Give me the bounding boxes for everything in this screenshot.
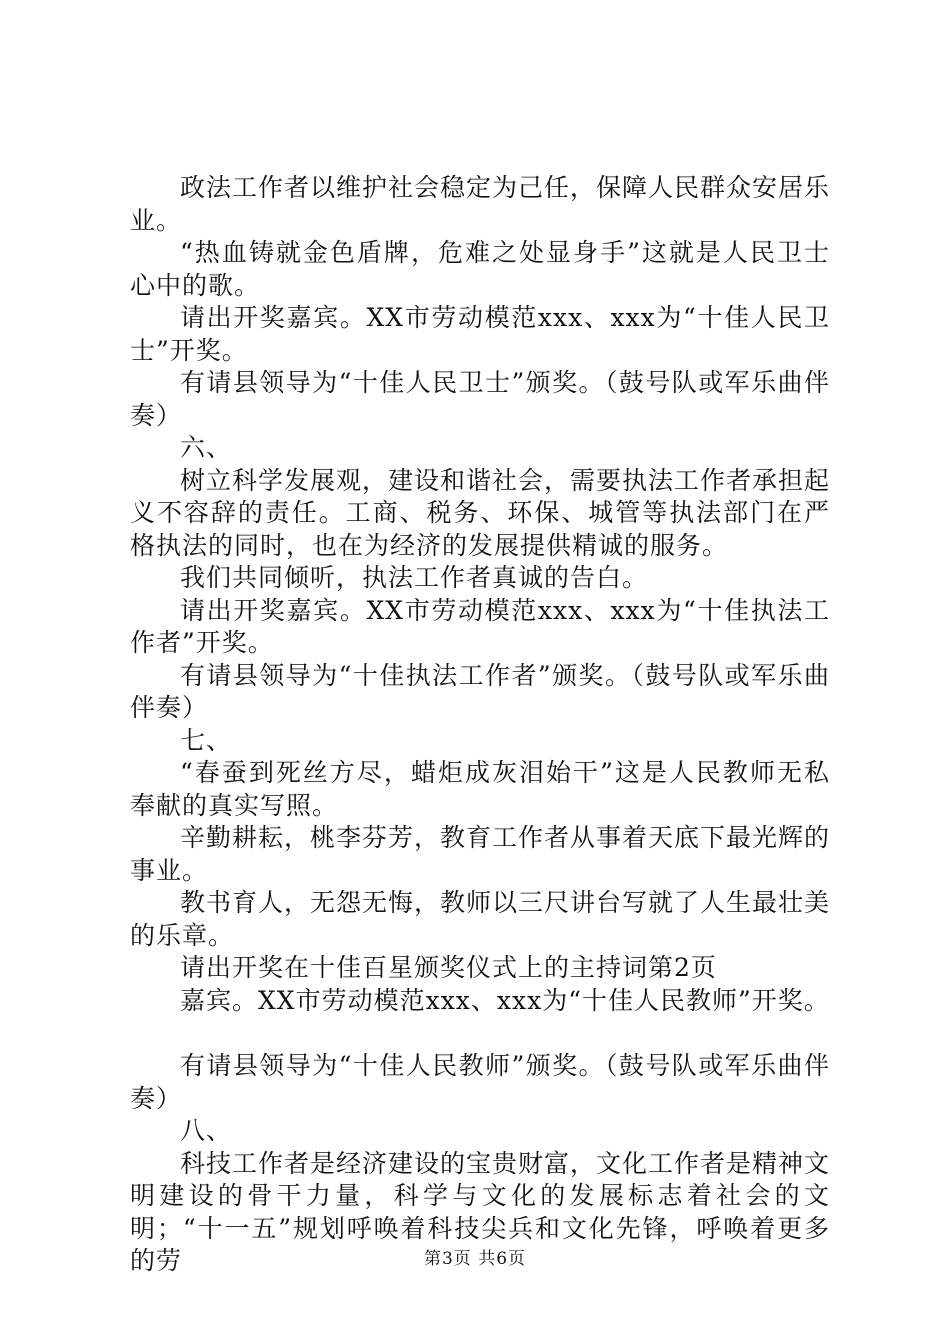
section-heading: 七、: [180, 725, 233, 755]
paragraph: 请出开奖在十佳百星颁奖仪式上的主持词第2页: [180, 953, 717, 982]
paragraph: 政法工作者以维护社会稳定为己任，保障人民群众安居乐业。: [130, 173, 831, 235]
paragraph: 有请县领导为“十佳执法工作者”颁奖。（鼓号队或军乐曲伴奏）: [130, 660, 830, 722]
paragraph: 请出开奖嘉宾。XX市劳动模范xxx、xxx为“十佳执法工作者”开奖。: [130, 595, 830, 657]
paragraph: 科技工作者是经济建设的宝贵财富，文化工作者是精神文明建设的骨干力量，科学与文化的发展标志着社会的文明；“十一五”规划呼唤着科技尖兵和文化先锋，呼唤着更多的劳: [130, 1148, 831, 1275]
paragraph: 教书育人，无怨无悔，教师以三尺讲台写就了人生最壮美的乐章。: [130, 888, 831, 950]
paragraph: 请出开奖嘉宾。XX市劳动模范xxx、xxx为“十佳人民卫士”开奖。: [130, 303, 830, 365]
section-heading: 八、: [180, 1116, 233, 1145]
paragraph: 我们共同倾听，执法工作者真诚的告白。: [180, 563, 649, 592]
paragraph: 树立科学发展观，建设和谐社会，需要执法工作者承担起义不容辞的责任。工商、税务、环保、城管等执法部门在严格执法的同时，也在为经济的发展提供精诚的服务。: [130, 465, 831, 560]
blank-line: [130, 1017, 830, 1050]
paragraph: “春蚕到死丝方尽，蜡炬成灰泪始干”这是人民教师无私奉献的真实写照。: [130, 758, 830, 820]
paragraph: 有请县领导为“十佳人民卫士”颁奖。（鼓号队或军乐曲伴奏）: [130, 368, 830, 430]
paragraph: 辛勤耕耘，桃李芬芳，教育工作者从事着天底下最光辉的事业。: [130, 823, 831, 885]
document-body: [130, 172, 830, 1278]
page-footer: 第3页 共6页: [423, 1249, 527, 1269]
section-heading: 六、: [180, 433, 233, 462]
paragraph: “热血铸就金色盾牌，危难之处显身手”这就是人民卫士心中的歌。: [130, 238, 830, 300]
paragraph: 嘉宾。XX市劳动模范xxx、xxx为“十佳人民教师”开奖。: [180, 985, 830, 1015]
paragraph: 有请县领导为“十佳人民教师”颁奖。（鼓号队或军乐曲伴奏）: [130, 1051, 830, 1113]
